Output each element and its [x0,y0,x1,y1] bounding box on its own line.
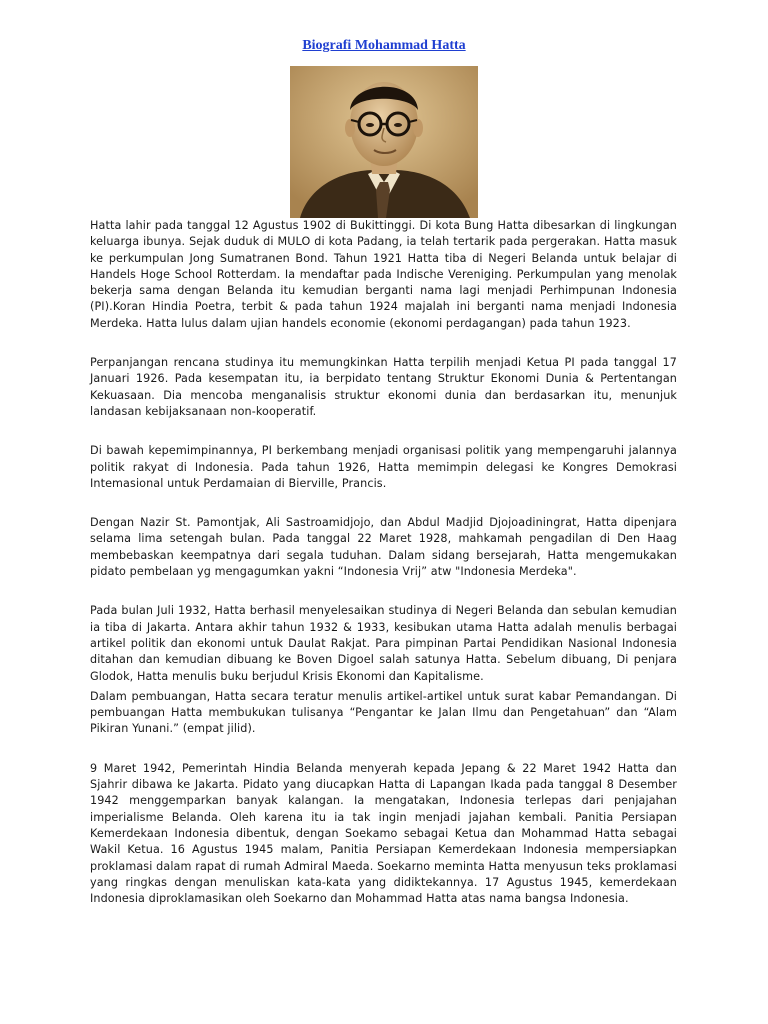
paragraph-pi-chairman: Perpanjangan rencana studinya itu memungkinkan Hatta terpilih menjadi Ketua PI pada tanggal 17 Januari 1926. Pada kesempatan itu, ia berpidato tentang Struktur Ekonomi Dunia & Pertentangan Kekuasaan. Dia mencoba menganalisis struktur ekonomi dunia dan berdasarkan itu, menunjuk landasan kebijaksanaan non-kooperatif. [90,356,677,418]
paragraph-return-jakarta: Pada bulan Juli 1932, Hatta berhasil menyelesaikan studinya di Negeri Belanda dan sebulan kemudian ia tiba di Jakarta. Antara akhir tahun 1932 & 1933, kesibukan utama Hatta adalah menulis berbagai artikel politik dan ekonomi untuk Daulat Rakjat. Para pimpinan Partai Pendidikan Nasional Indonesia ditahan dan kemudian dibuang ke Boven Digoel salah satunya Hatta. Sebelum dibuang, Di penjara Glodok, Hatta menulis buku berjudul Krisis Ekonomi dan Kapitalisme. [90,604,677,683]
portrait-photo [290,66,478,218]
biography-body [90,218,677,907]
paragraph-imprisonment: Dengan Nazir St. Pamontjak, Ali Sastroamidjojo, dan Abdul Madjid Djojoadiningrat, Hatta dipenjara selama lima setengah bulan. Pada tanggal 22 Maret 1928, mahkamah pengadilan di Den Haag membebaskan keempatnya dari segala tuduhan. Dalam sidang bersejarah, Hatta mengemukakan pidato pembelaan yg mengagumkan yakni “Indonesia Vrij” atw "Indonesia Merdeka". [90,516,677,579]
page-title[interactable]: Biografi Mohammad Hatta [302,38,466,53]
paragraph-exile: Dalam pembuangan, Hatta secara teratur menulis artikel-artikel untuk surat kabar Pemandangan. Di pembuangan Hatta membukukan tulisanya “Pengantar ke Jalan Ilmu dan Pengetahuan” dan “Alam Pikiran Yunani.” (empat jilid). [90,689,677,736]
paragraph-pi-leadership: Di bawah kepemimpinannya, PI berkembang menjadi organisasi politik yang mempengaruhi jalannya politik rakyat di Indonesia. Pada tahun 1926, Hatta memimpin delegasi ke Kongres Demokrasi Intemasional untuk Perdamaian di Bierville, Prancis. [90,444,677,490]
paragraph-independence: 9 Maret 1942, Pemerintah Hindia Belanda menyerah kepada Jepang & 22 Maret 1942 Hatta dan Sjahrir dibawa ke Jakarta. Pidato yang diucapkan Hatta di Lapangan Ikada pada tanggaI 8 Desember 1942 menggemparkan banyak kalangan. Ia mengatakan, Indonesia terlepas dari penjajahan imperialisme Belanda. Oleh karena itu ia tak ingin menjadi jajahan kembali. Panitia Persiapan Kemerdekaan Indonesia dibentuk, dengan Soekamo sebagai Ketua dan Mohammad Hatta sebagai Wakil Ketua. 16 Agustus 1945 malam, Panitia Persiapan Kemerdekaan Indonesia mempersiapkan proklamasi dalam rapat di rumah Admiral Maeda. Soekarno meminta Hatta menyusun teks proklamasi yang ringkas dengan menuliskan kata-kata yang didiktekannya. 17 Agustus 1945, kemerdekaan Indonesia diproklamasikan oleh Soekarno dan Mohammad Hatta atas nama bangsa Indonesia. [90,761,677,906]
paragraph-birth: Hatta lahir pada tanggal 12 Agustus 1902 di Bukittinggi. Di kota Bung Hatta dibesarkan di lingkungan keluarga ibunya. Sejak duduk di MULO di kota Padang, ia telah tertarik pada pergerakan. Hatta masuk ke perkumpulan Jong Sumatranen Bond. Tahun 1921 Hatta tiba di Negeri Belanda untuk belajar di Handels Hoge School Rotterdam. Ia mendaftar pada Indische Vereniging. Perkumpulan yang menolak bekerja sama dengan Belanda itu kemudian berganti nama lagi menjadi Perhimpunan Indonesia (PI).Koran Hindia Poetra, terbit & pada tahun 1924 majalah ini berganti nama menjadi Indonesia Merdeka. Hatta lulus dalam ujian handels economie (ekonomi perdagangan) pada tahun 1923. [90,219,677,330]
